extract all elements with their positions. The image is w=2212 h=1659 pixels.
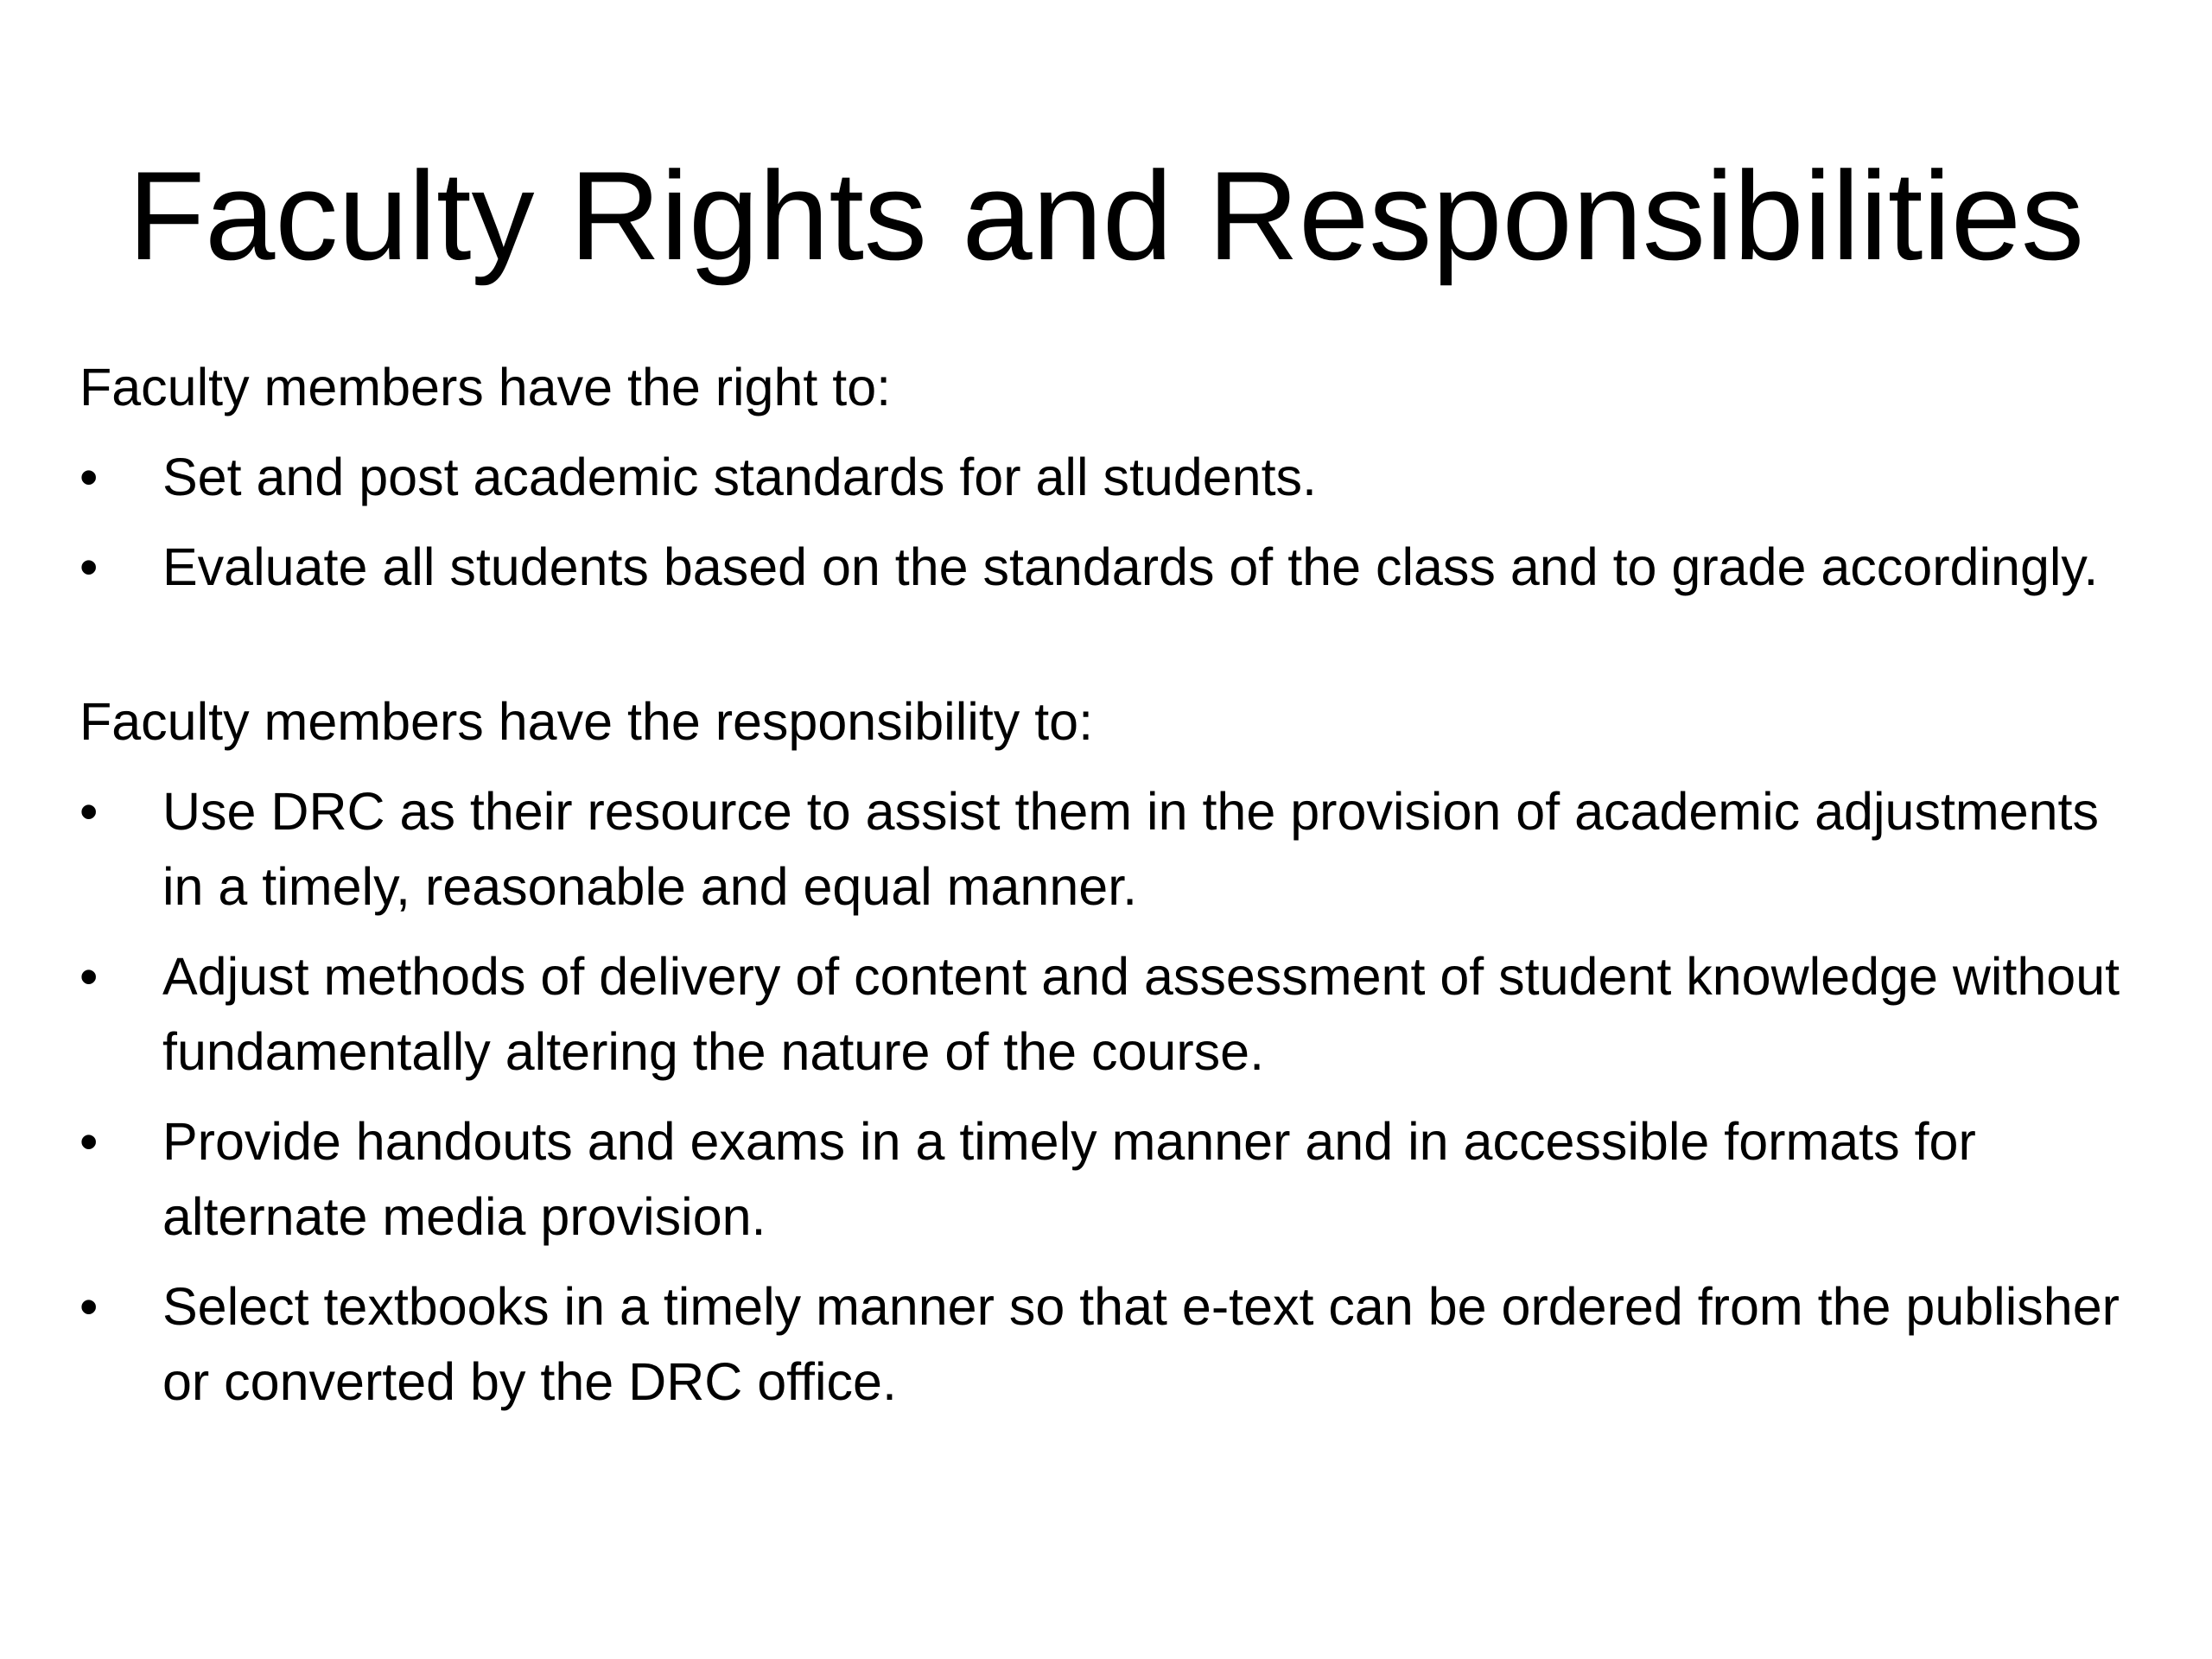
slide-title: Faculty Rights and Responsibilities (127, 145, 2085, 286)
rights-section (79, 350, 2153, 605)
list-item (79, 774, 2153, 925)
list-item (79, 440, 2153, 515)
bullet-icon: • (79, 448, 99, 506)
list-item-text: Set and post academic standards for all students. (162, 448, 1317, 506)
section-spacer (79, 605, 2153, 684)
responsibilities-section (79, 684, 2153, 1420)
list-item (79, 1269, 2153, 1420)
responsibilities-list (79, 774, 2153, 1420)
list-item-text: Use DRC as their resource to assist them in the provision of academic adjustments in a timely, reasonable and equal manner. (162, 782, 2100, 916)
bullet-icon: • (79, 1277, 99, 1336)
list-item (79, 1104, 2153, 1255)
list-item-text: Select textbooks in a timely manner so that e-text can be ordered from the publisher or converted by the DRC office. (162, 1277, 2120, 1411)
list-item-text: Evaluate all students based on the standards of the class and to grade accordingly. (162, 537, 2099, 596)
bullet-icon: • (79, 1112, 99, 1171)
list-item-text: Provide handouts and exams in a timely manner and in accessible formats for alternate media provision. (162, 1112, 1976, 1246)
bullet-icon: • (79, 947, 99, 1006)
list-item-text: Adjust methods of delivery of content and assessment of student knowledge without fundamentally altering the nature of the course. (162, 947, 2120, 1081)
list-item (79, 939, 2153, 1090)
list-item (79, 530, 2153, 605)
bullet-icon: • (79, 782, 99, 841)
bullet-icon: • (79, 537, 99, 596)
rights-list (79, 440, 2153, 605)
slide-content (79, 350, 2153, 1420)
responsibilities-heading: Faculty members have the responsibility to: (79, 692, 1094, 751)
rights-heading: Faculty members have the right to: (79, 358, 892, 416)
